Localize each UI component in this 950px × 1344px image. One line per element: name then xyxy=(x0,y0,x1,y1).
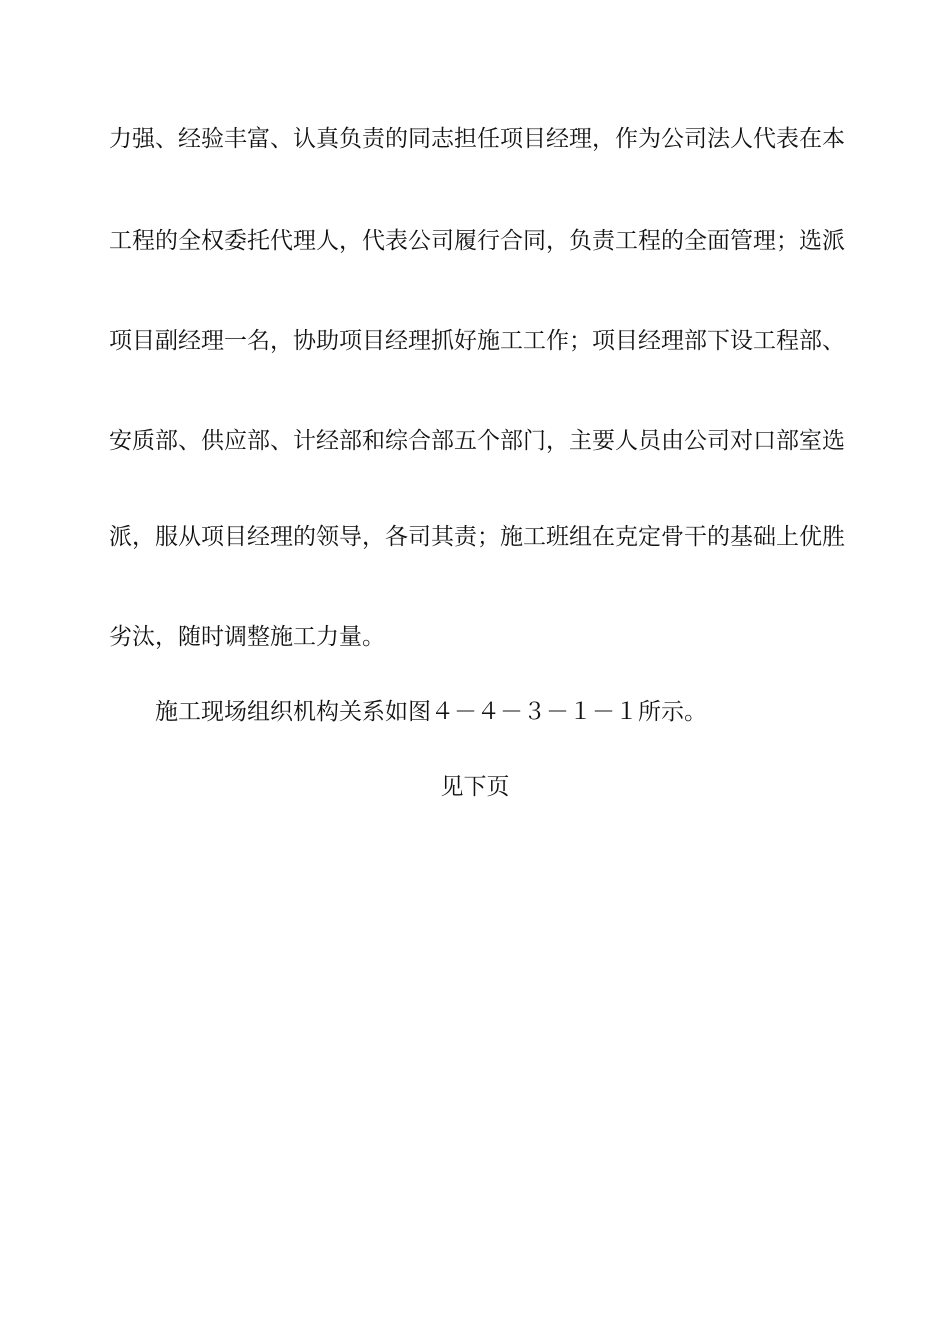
paragraph-line: 劣汰，随时调整施工力量。 xyxy=(109,624,385,650)
paragraph-line: 工程的全权委托代理人，代表公司履行合同，负责工程的全面管理；选派 xyxy=(109,228,845,254)
paragraph-line: 项目副经理一名，协助项目经理抓好施工工作；项目经理部下设工程部、 xyxy=(109,328,845,354)
figure-reference-paragraph: 施工现场组织机构关系如图４－４－３－１－１所示。 xyxy=(155,699,707,725)
paragraph-line: 安质部、供应部、计经部和综合部五个部门，主要人员由公司对口部室选 xyxy=(109,428,845,454)
paragraph-line: 力强、经验丰富、认真负责的同志担任项目经理，作为公司法人代表在本 xyxy=(109,126,845,152)
see-next-page-note: 见下页 xyxy=(440,774,510,800)
paragraph-line: 派，服从项目经理的领导，各司其责；施工班组在克定骨干的基础上优胜 xyxy=(109,524,845,550)
